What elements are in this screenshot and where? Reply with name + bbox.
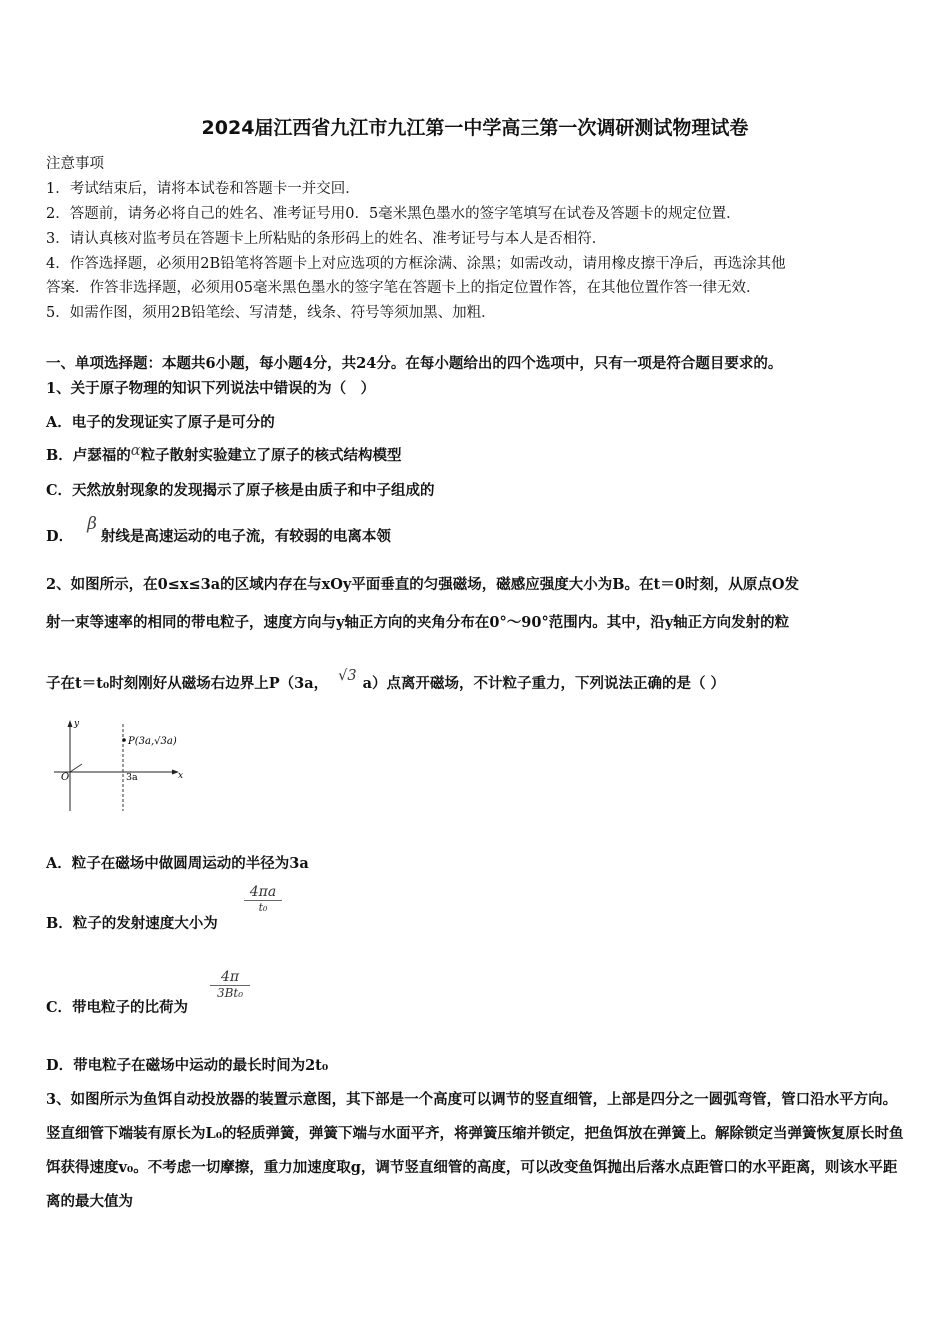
question-1-option-a: A．电子的发现证实了原子是可分的	[46, 414, 275, 431]
boundary-label: 3a	[126, 772, 138, 783]
notice-item: 5．如需作图，须用2B铅笔绘、写清楚，线条、符号等须加黑、加粗．	[46, 305, 496, 321]
fraction-c-numerator: 4π	[220, 969, 240, 985]
option-b-suffix: 粒子散射实验建立了原子的核式结构模型	[140, 447, 402, 464]
question-1-option-b	[46, 444, 402, 465]
question-2-option-c: C．带电粒子的比荷为	[46, 999, 189, 1016]
question-2-line-3	[46, 668, 726, 693]
fraction-c	[210, 969, 250, 1000]
beta-symbol: β	[87, 514, 97, 534]
notice-item: 2．答题前，请务必将自己的姓名、准考证号用0．5毫米黑色墨水的签字笔填写在试卷及答题卡的规定位置．	[46, 206, 741, 222]
option-d-prefix: D．	[46, 528, 74, 545]
notice-item: 答案．作答非选择题，必须用05毫米黑色墨水的签字笔在答题卡上的指定位置作答，在其他位置作答一律无效．	[46, 280, 761, 296]
sqrt3-symbol: √3	[338, 668, 357, 684]
option-d-suffix: 射线是高速运动的电子流，有较弱的电离本领	[100, 528, 391, 545]
question-1-option-c: C．天然放射现象的发现揭示了原子核是由质子和中子组成的	[46, 482, 435, 499]
option-b-prefix: B．卢瑟福的	[46, 447, 131, 464]
page-title: 2024届江西省九江市九江第一中学高三第一次调研测试物理试卷	[201, 117, 749, 139]
question-2-line-2: 射一束等速率的相同的带电粒子，速度方向与y轴正方向的夹角分布在0°～90°范围内。其中，沿y轴正方向发射的粒	[46, 614, 790, 631]
question-3-stem: 3、如图所示为鱼饵自动投放器的装置示意图，其下部是一个高度可以调节的竖直细管，上部是四分之一圆弧弯管，管口沿水平方向。竖直细管下端装有原长为L₀的轻质弹簧，弹簧下端与水面平齐，将弹簧压缩并锁定，把鱼饵放在弹簧上。解除锁定当弹簧恢复原长时鱼饵获得速度v₀。不考虑一切摩擦，重力加速度取g，调节竖直细管的高度，可以改变鱼饵抛出后落水点距管口的水平距离，则该水平距离的最大值为	[46, 1091, 904, 1210]
x-axis-label: x	[178, 771, 184, 781]
question-1-option-d	[46, 514, 391, 546]
question-1-stem: 1、关于原子物理的知识下列说法中错误的为（ ）	[46, 380, 376, 397]
line-3-prefix: 子在t＝t₀时刻刚好从磁场右边界上P（3a，	[46, 675, 329, 692]
point-p-label: P(3a,√3a)	[128, 736, 177, 747]
origin-label: O	[61, 772, 70, 783]
notice-heading: 注意事项	[46, 156, 104, 172]
notice-item: 4．作答选择题，必须用2B铅笔将答题卡上对应选项的方框涂满、涂黑；如需改动，请用橡皮擦干净后，再选涂其他	[46, 256, 786, 272]
notice-item: 3．请认真核对监考员在答题卡上所粘贴的条形码上的姓名、准考证号与本人是否相符．	[46, 231, 607, 247]
y-axis-arrow	[68, 720, 73, 727]
point-p	[122, 738, 126, 742]
notice-item: 1．考试结束后，请将本试卷和答题卡一并交回．	[46, 181, 360, 197]
question-2-option-b: B．粒子的发射速度大小为	[46, 915, 218, 932]
fraction-b-numerator: 4πa	[249, 884, 277, 900]
alpha-symbol: α	[130, 443, 141, 459]
fraction-c-denominator: 3Bt₀	[216, 986, 244, 1000]
velocity-arrow	[70, 764, 82, 772]
section-heading: 一、单项选择题：本题共6小题，每小题4分，共24分。在每小题给出的四个选项中，只有一项是符合题目要求的。	[46, 355, 783, 372]
question-2-line-1: 2、如图所示，在0≤x≤3a的区域内存在与xOy平面垂直的匀强磁场，磁感应强度大小为B。在t＝0时刻，从原点O发	[46, 576, 799, 593]
coordinate-figure	[50, 716, 190, 816]
fraction-b	[244, 884, 282, 914]
line-3-suffix: a）点离开磁场，不计粒子重力，下列说法正确的是（ ）	[362, 675, 726, 692]
question-2-option-d: D．带电粒子在磁场中运动的最长时间为2t₀	[46, 1057, 329, 1074]
fraction-b-denominator: t₀	[258, 901, 268, 914]
y-axis-label: y	[74, 719, 80, 729]
question-2-option-a: A．粒子在磁场中做圆周运动的半径为3a	[46, 855, 309, 872]
